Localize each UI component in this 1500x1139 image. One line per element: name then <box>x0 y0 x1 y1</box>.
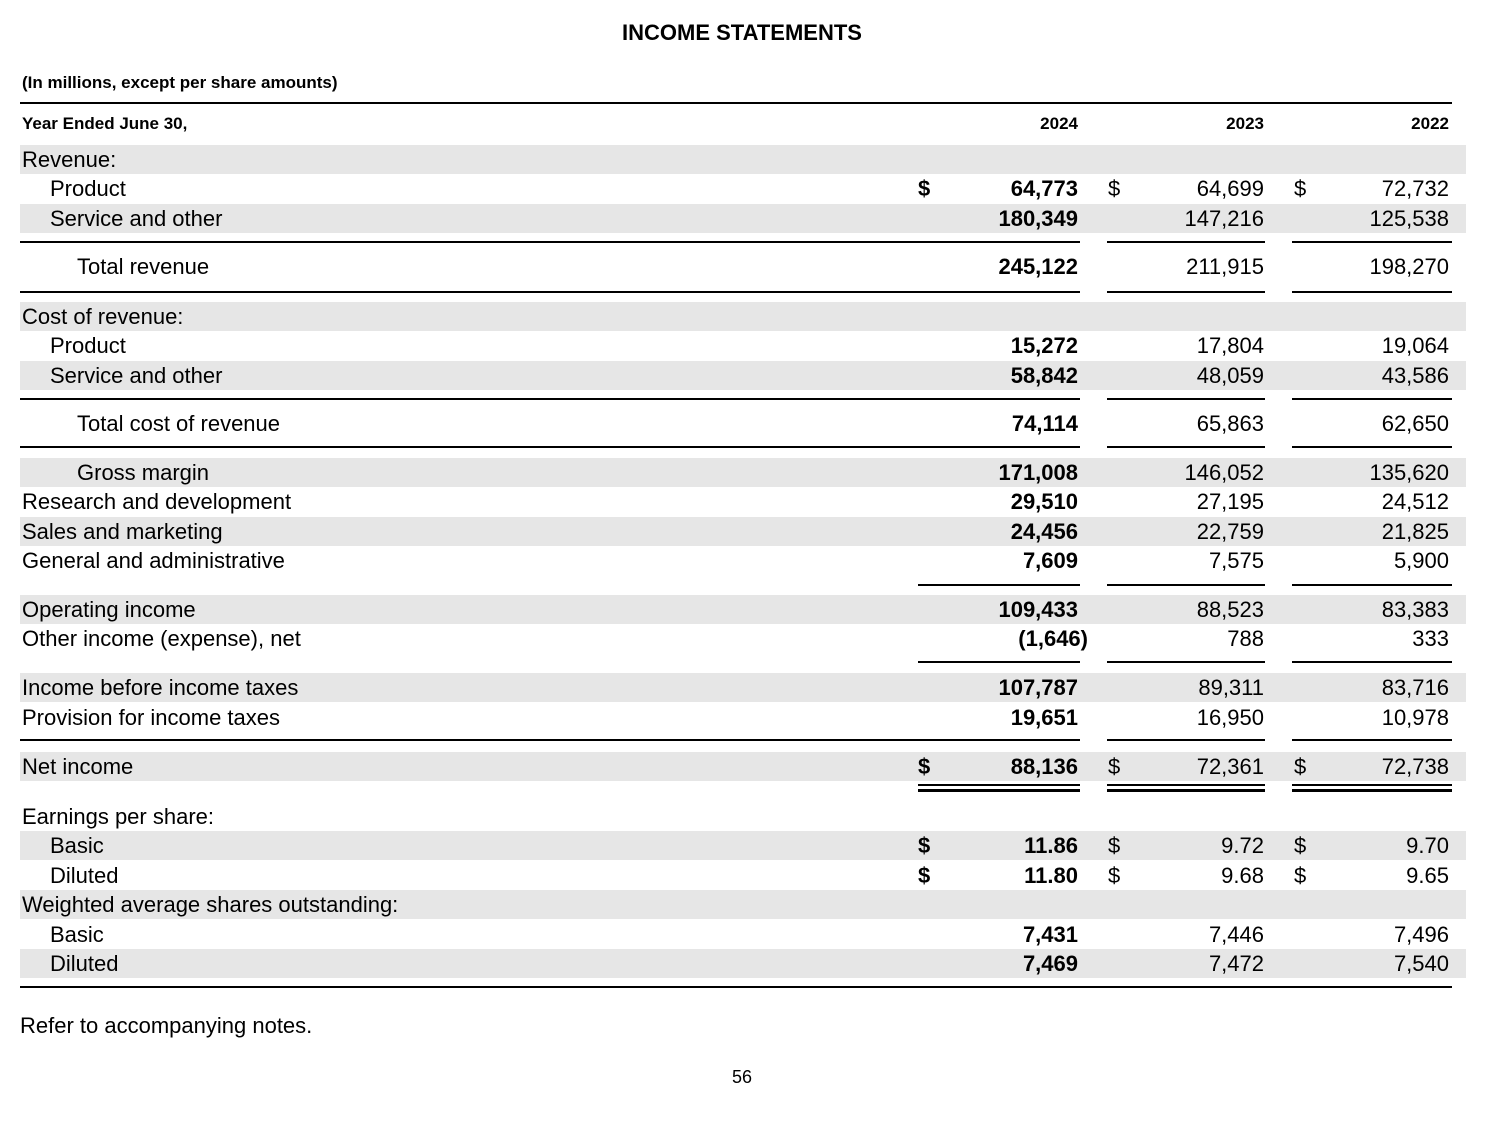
table-row <box>20 752 1466 781</box>
header-rule <box>20 102 1452 104</box>
year-header-2024: 2024 <box>1040 114 1078 133</box>
subtotal-rule <box>1107 446 1265 448</box>
table-row <box>20 861 1466 890</box>
row-label-general-and-administrative: General and administrative <box>22 548 285 573</box>
subtotal-rule <box>1107 291 1265 293</box>
value-2023: 17,804 <box>1196 333 1264 358</box>
subtotal-rule <box>1292 398 1452 400</box>
row-label-basic: Basic <box>50 922 104 947</box>
value-2024: 58,842 <box>1010 363 1078 388</box>
subtotal-rule <box>918 584 1080 586</box>
currency-symbol: $ <box>918 833 931 858</box>
value-2022: 135,620 <box>1369 460 1449 485</box>
value-2024: 24,456 <box>1010 519 1078 544</box>
value-2022: 5,900 <box>1393 548 1449 573</box>
row-label-product: Product <box>50 333 126 358</box>
value-2022: 10,978 <box>1381 705 1449 730</box>
row-label-revenue: Revenue: <box>22 147 117 172</box>
row-label-research-and-development: Research and development <box>22 489 292 514</box>
subtotal-rule <box>1292 446 1452 448</box>
period-label: Year Ended June 30, <box>22 114 188 133</box>
table-row <box>20 458 1466 487</box>
value-2023: 7,472 <box>1208 951 1264 976</box>
currency-symbol: $ <box>918 176 931 201</box>
subtotal-rule <box>20 291 1080 293</box>
currency-symbol: $ <box>918 754 931 779</box>
row-label-other-income-expense-net: Other income (expense), net <box>22 626 301 651</box>
value-2024: 15,272 <box>1010 333 1078 358</box>
row-label-total-cost-of-revenue: Total cost of revenue <box>77 411 281 436</box>
value-2023: 9.72 <box>1221 833 1264 858</box>
value-2022: 72,732 <box>1381 176 1449 201</box>
value-2023: 22,759 <box>1196 519 1264 544</box>
currency-symbol: $ <box>1294 833 1307 858</box>
subtotal-rule <box>1107 661 1265 663</box>
subtotal-rule <box>1107 789 1265 792</box>
table-row <box>20 949 1466 978</box>
value-2022: 21,825 <box>1381 519 1449 544</box>
subtotal-rule <box>1292 661 1452 663</box>
row-label-provision-for-income-taxes: Provision for income taxes <box>22 705 280 730</box>
double-underline <box>1107 784 1265 786</box>
table-row <box>20 920 1466 949</box>
value-2022: 43,586 <box>1381 363 1449 388</box>
double-underline <box>1292 784 1452 786</box>
table-row <box>20 361 1466 390</box>
year-header-2023: 2023 <box>1226 114 1264 133</box>
page-number: 56 <box>731 1067 753 1087</box>
table-row <box>20 145 1466 174</box>
value-2024: (1,646) <box>1018 626 1088 651</box>
value-2023: 7,575 <box>1208 548 1264 573</box>
currency-symbol: $ <box>1108 176 1121 201</box>
value-2022: 62,650 <box>1381 411 1449 436</box>
row-label-cost-of-revenue: Cost of revenue: <box>22 304 184 329</box>
value-2024: 245,122 <box>998 254 1078 279</box>
value-2024: 107,787 <box>998 675 1078 700</box>
value-2023 <box>1094 302 1264 331</box>
value-2023: 211,915 <box>1186 254 1264 279</box>
value-2023: 65,863 <box>1196 411 1264 436</box>
row-label-diluted: Diluted <box>50 951 119 976</box>
value-2022: 83,383 <box>1381 597 1449 622</box>
table-row <box>20 546 1466 575</box>
table-row <box>20 409 1466 438</box>
row-label-service-and-other: Service and other <box>50 206 223 231</box>
value-2024: 11.86 <box>1024 833 1078 858</box>
value-2022: 24,512 <box>1381 489 1449 514</box>
table-row <box>20 204 1466 233</box>
value-2022: 333 <box>1412 626 1449 651</box>
row-label-product: Product <box>50 176 126 201</box>
table-row <box>20 831 1466 860</box>
table-row <box>20 487 1466 516</box>
subtotal-rule <box>1292 789 1452 792</box>
table-bottom-rule <box>20 986 1452 988</box>
table-row <box>20 174 1466 203</box>
value-2024: 7,469 <box>1022 951 1078 976</box>
value-2024: 7,609 <box>1022 548 1078 573</box>
value-2024: 180,349 <box>998 206 1078 231</box>
value-2023: 64,699 <box>1196 176 1264 201</box>
value-2024: 64,773 <box>1010 176 1078 201</box>
row-label-weighted-average-shares-outstanding: Weighted average shares outstanding: <box>22 892 399 917</box>
row-label-total-revenue: Total revenue <box>77 254 210 279</box>
value-2023: 788 <box>1227 626 1264 651</box>
subtotal-rule <box>1107 584 1265 586</box>
value-2024 <box>908 302 1078 331</box>
value-2023: 16,950 <box>1196 705 1264 730</box>
subtotal-rule <box>20 739 1080 741</box>
value-2023 <box>1094 145 1264 174</box>
value-2024: 88,136 <box>1010 754 1078 779</box>
subtotal-rule <box>1292 584 1452 586</box>
value-2023: 89,311 <box>1198 675 1264 700</box>
table-row <box>20 703 1466 732</box>
table-row <box>20 302 1466 331</box>
value-2024: 74,114 <box>1011 411 1078 436</box>
table-row <box>20 890 1466 919</box>
subtotal-rule <box>918 789 1080 792</box>
value-2022: 9.65 <box>1406 863 1449 888</box>
table-row <box>20 802 1466 831</box>
subtotal-rule <box>1292 241 1452 243</box>
value-2024: 109,433 <box>998 597 1078 622</box>
subtotal-rule <box>1292 291 1452 293</box>
subtotal-rule <box>20 446 1080 448</box>
value-2023 <box>1094 802 1264 831</box>
value-2024 <box>908 802 1078 831</box>
value-2022: 72,738 <box>1381 754 1449 779</box>
row-label-sales-and-marketing: Sales and marketing <box>22 519 223 544</box>
double-underline <box>918 784 1080 786</box>
row-label-service-and-other: Service and other <box>50 363 223 388</box>
currency-symbol: $ <box>1108 833 1121 858</box>
value-2022: 9.70 <box>1406 833 1449 858</box>
currency-symbol: $ <box>1294 754 1307 779</box>
row-label-diluted: Diluted <box>50 863 119 888</box>
subtotal-rule <box>1107 398 1265 400</box>
subtotal-rule <box>20 241 1080 243</box>
currency-symbol: $ <box>1108 863 1121 888</box>
value-2023: 146,052 <box>1184 460 1264 485</box>
value-2023: 27,195 <box>1196 489 1264 514</box>
value-2022 <box>1279 302 1449 331</box>
value-2024: 11.80 <box>1024 863 1078 888</box>
table-row <box>20 331 1466 360</box>
row-label-gross-margin: Gross margin <box>77 460 210 485</box>
subtotal-rule <box>918 661 1080 663</box>
page-title: INCOME STATEMENTS <box>622 20 862 45</box>
row-label-earnings-per-share: Earnings per share: <box>22 804 214 829</box>
value-2023 <box>1094 890 1264 919</box>
subtotal-rule <box>20 398 1080 400</box>
value-2022 <box>1279 802 1449 831</box>
value-2023: 88,523 <box>1196 597 1264 622</box>
table-row <box>20 624 1466 653</box>
value-2022: 19,064 <box>1381 333 1449 358</box>
table-row <box>20 595 1466 624</box>
value-2022: 7,540 <box>1393 951 1449 976</box>
value-2022: 7,496 <box>1393 922 1449 947</box>
value-2023: 72,361 <box>1196 754 1264 779</box>
value-2022 <box>1279 890 1449 919</box>
value-2023: 7,446 <box>1208 922 1264 947</box>
table-row <box>20 673 1466 702</box>
value-2023: 48,059 <box>1196 363 1264 388</box>
currency-symbol: $ <box>1294 863 1307 888</box>
value-2024: 19,651 <box>1010 705 1078 730</box>
value-2022: 125,538 <box>1369 206 1449 231</box>
row-label-income-before-income-taxes: Income before income taxes <box>22 675 299 700</box>
row-label-operating-income: Operating income <box>22 597 196 622</box>
units-note: (In millions, except per share amounts) <box>22 73 338 92</box>
currency-symbol: $ <box>1294 176 1307 201</box>
row-label-basic: Basic <box>50 833 104 858</box>
currency-symbol: $ <box>1108 754 1121 779</box>
year-header-2022: 2022 <box>1411 114 1449 133</box>
table-row <box>20 517 1466 546</box>
value-2022: 83,716 <box>1381 675 1449 700</box>
value-2024: 7,431 <box>1022 922 1078 947</box>
row-label-net-income: Net income <box>22 754 134 779</box>
value-2024 <box>908 145 1078 174</box>
table-row <box>20 252 1466 281</box>
value-2024 <box>908 890 1078 919</box>
footnote: Refer to accompanying notes. <box>20 1013 313 1038</box>
value-2024: 171,008 <box>998 460 1078 485</box>
value-2022 <box>1279 145 1449 174</box>
value-2023: 147,216 <box>1184 206 1264 231</box>
value-2023: 9.68 <box>1221 863 1264 888</box>
subtotal-rule <box>1292 739 1452 741</box>
value-2024: 29,510 <box>1010 489 1078 514</box>
subtotal-rule <box>1107 739 1265 741</box>
subtotal-rule <box>1107 241 1265 243</box>
value-2022: 198,270 <box>1369 254 1449 279</box>
currency-symbol: $ <box>918 863 931 888</box>
